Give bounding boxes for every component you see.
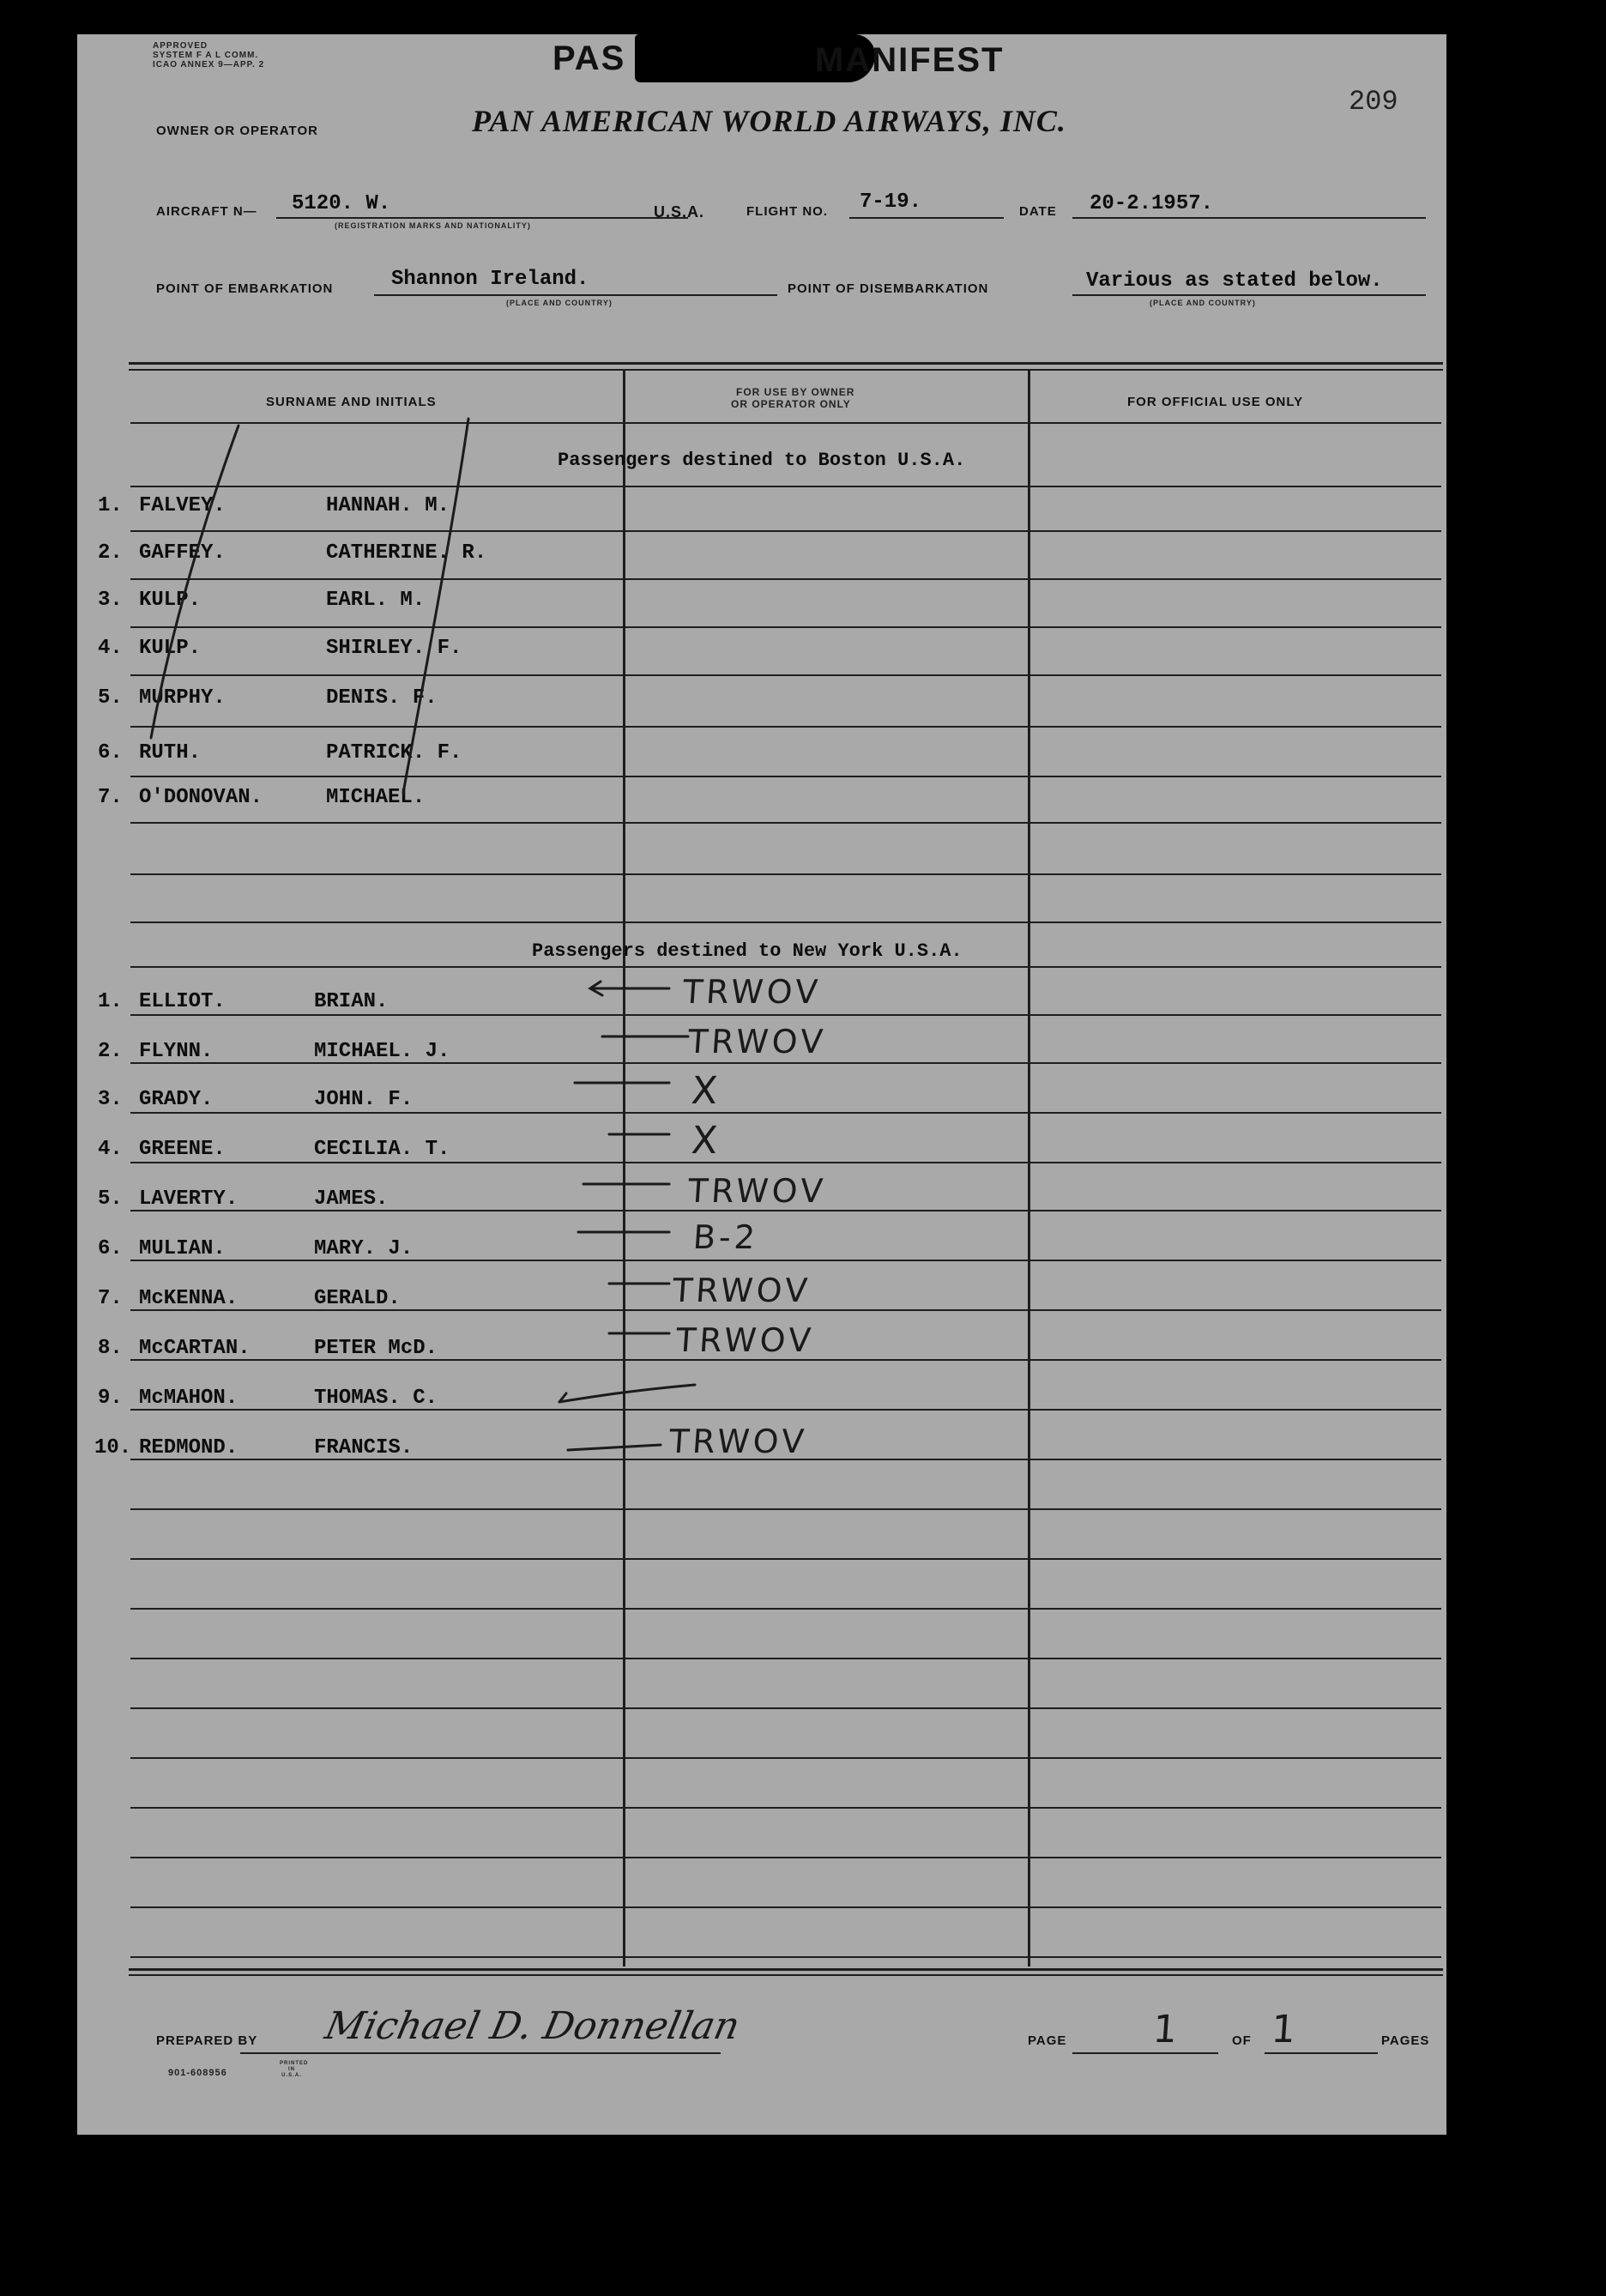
passenger-number: 4. xyxy=(98,1138,123,1161)
handwritten-note: B-2 xyxy=(691,1218,760,1256)
passenger-number: 3. xyxy=(98,1088,123,1111)
handwritten-note: TRWOV xyxy=(671,1272,812,1309)
pen-strokes xyxy=(77,34,1446,2135)
passenger-given-names: SHIRLEY. F. xyxy=(326,637,462,660)
passenger-given-names: PETER McD. xyxy=(314,1337,438,1360)
passenger-surname: O'DONOVAN. xyxy=(139,786,263,809)
passenger-number: 5. xyxy=(98,686,123,710)
passenger-number: 5. xyxy=(98,1187,123,1211)
form-code: 901-608956 xyxy=(168,2068,227,2078)
passenger-given-names: CECILIA. T. xyxy=(314,1138,450,1161)
passenger-surname: KULP. xyxy=(139,637,202,660)
passenger-number: 2. xyxy=(98,541,123,565)
disembark-label: POINT OF DISEMBARKATION xyxy=(788,281,989,296)
pages-label: PAGES xyxy=(1381,2033,1430,2048)
passenger-given-names: GERALD. xyxy=(314,1287,401,1310)
passenger-number: 8. xyxy=(98,1337,123,1360)
passenger-given-names: JOHN. F. xyxy=(314,1088,414,1111)
owner-label: OWNER OR OPERATOR xyxy=(156,124,318,138)
page-value: 1 xyxy=(1151,2008,1182,2051)
operator-name: PAN AMERICAN WORLD AIRWAYS, INC. xyxy=(472,104,1066,138)
aircraft-label: AIRCRAFT N— xyxy=(156,204,257,219)
handwritten-note: X xyxy=(690,1119,722,1163)
passenger-surname: ELLIOT. xyxy=(139,990,226,1013)
handwritten-note: TRWOV xyxy=(686,1172,828,1210)
passenger-surname: KULP. xyxy=(139,589,202,612)
passenger-number: 9. xyxy=(98,1387,123,1410)
passenger-surname: GAFFEY. xyxy=(139,541,226,565)
passenger-surname: MULIAN. xyxy=(139,1237,226,1260)
passenger-surname: RUTH. xyxy=(139,741,202,764)
prepared-by-label: PREPARED BY xyxy=(156,2033,258,2048)
flight-label: FLIGHT NO. xyxy=(746,204,828,219)
passenger-surname: FALVEY. xyxy=(139,494,226,517)
section-heading-boston: Passengers destined to Boston U.S.A. xyxy=(558,450,966,471)
col-header-owner-2: OR OPERATOR ONLY xyxy=(731,398,851,410)
of-value: 1 xyxy=(1270,2008,1301,2051)
printer-mark: PRINTED IN U.S.A. xyxy=(280,2061,309,2078)
handwritten-note: TRWOV xyxy=(686,1023,828,1060)
registration-caption: (REGISTRATION MARKS AND NATIONALITY) xyxy=(335,221,531,230)
passenger-number: 3. xyxy=(98,589,123,612)
of-label: OF xyxy=(1232,2033,1252,2048)
handwritten-note: TRWOV xyxy=(667,1423,809,1460)
passenger-given-names: PATRICK. F. xyxy=(326,741,462,764)
passenger-surname: GREENE. xyxy=(139,1138,226,1161)
passenger-surname: REDMOND. xyxy=(139,1436,238,1459)
passenger-number: 1. xyxy=(98,494,123,517)
passenger-given-names: MARY. J. xyxy=(314,1237,414,1260)
passenger-surname: McKENNA. xyxy=(139,1287,238,1310)
passenger-number: 6. xyxy=(98,741,123,764)
title-right: MANIFEST xyxy=(815,41,1005,79)
page-number: 209 xyxy=(1349,86,1398,118)
manifest-sheet xyxy=(77,34,1446,2135)
preparer-signature: Michael D. Donnellan xyxy=(321,2004,744,2048)
passenger-number: 7. xyxy=(98,1287,123,1310)
handwritten-note: TRWOV xyxy=(681,973,823,1011)
passenger-given-names: JAMES. xyxy=(314,1187,389,1211)
flight-number: 7-19. xyxy=(860,190,922,214)
date-label: DATE xyxy=(1019,204,1057,219)
passenger-surname: GRADY. xyxy=(139,1088,214,1111)
col-header-official: FOR OFFICIAL USE ONLY xyxy=(1127,395,1304,409)
passenger-surname: McCARTAN. xyxy=(139,1337,251,1360)
passenger-given-names: HANNAH. M. xyxy=(326,494,450,517)
section-heading-new-york: Passengers destined to New York U.S.A. xyxy=(532,940,963,962)
approval-line: APPROVED xyxy=(153,41,208,51)
aircraft-value: 5120. W. xyxy=(292,192,391,215)
handwritten-note: X xyxy=(690,1069,722,1113)
passenger-surname: MURPHY. xyxy=(139,686,226,710)
passenger-surname: McMAHON. xyxy=(139,1387,238,1410)
col-header-names: SURNAME AND INITIALS xyxy=(266,395,437,409)
passenger-given-names: MICHAEL. xyxy=(326,786,426,809)
passenger-given-names: EARL. M. xyxy=(326,589,426,612)
passenger-given-names: THOMAS. C. xyxy=(314,1387,438,1410)
disembark-value: Various as stated below. xyxy=(1086,269,1383,293)
passenger-number: 6. xyxy=(98,1237,123,1260)
handwritten-note: TRWOV xyxy=(674,1321,816,1359)
passenger-given-names: CATHERINE. R. xyxy=(326,541,487,565)
passenger-number: 2. xyxy=(98,1040,123,1063)
embark-caption: (PLACE AND COUNTRY) xyxy=(506,299,613,307)
flight-date: 20-2.1957. xyxy=(1090,192,1214,215)
embark-value: Shannon Ireland. xyxy=(391,268,589,291)
embark-label: POINT OF EMBARKATION xyxy=(156,281,334,296)
passenger-given-names: BRIAN. xyxy=(314,990,389,1013)
title-left: PAS xyxy=(552,39,626,77)
passenger-number: 10. xyxy=(94,1436,132,1459)
passenger-given-names: DENIS. F. xyxy=(326,686,438,710)
passenger-number: 7. xyxy=(98,786,123,809)
approval-line: ICAO ANNEX 9—APP. 2 xyxy=(153,60,265,69)
disembark-caption: (PLACE AND COUNTRY) xyxy=(1150,299,1256,307)
page-label: PAGE xyxy=(1028,2033,1067,2048)
country-label: U.S.A. xyxy=(654,203,705,221)
passenger-number: 1. xyxy=(98,990,123,1013)
passenger-surname: LAVERTY. xyxy=(139,1187,238,1211)
passenger-surname: FLYNN. xyxy=(139,1040,214,1063)
passenger-given-names: FRANCIS. xyxy=(314,1436,414,1459)
passenger-given-names: MICHAEL. J. xyxy=(314,1040,450,1063)
col-header-owner-1: FOR USE BY OWNER xyxy=(736,386,855,398)
approval-line: SYSTEM F A L COMM. xyxy=(153,51,259,60)
passenger-number: 4. xyxy=(98,637,123,660)
